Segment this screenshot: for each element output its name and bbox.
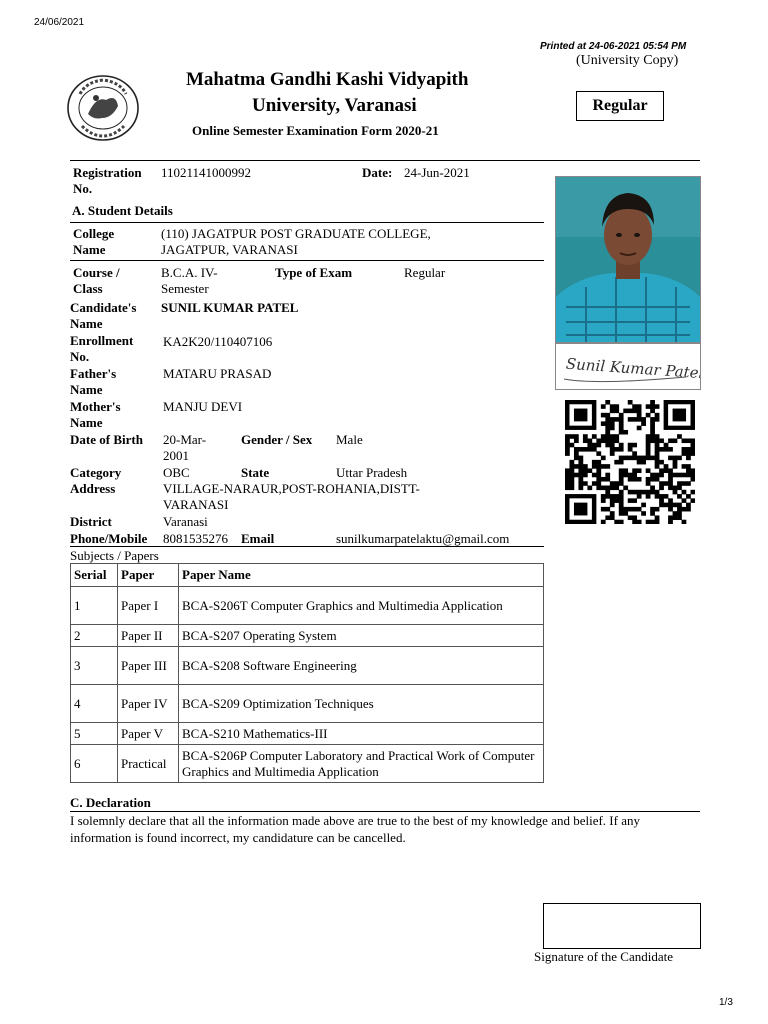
address-label: Address bbox=[70, 481, 116, 496]
signature-caption: Signature of the Candidate bbox=[534, 949, 673, 964]
phone-value: 8081535276 bbox=[163, 531, 228, 546]
district-label: District bbox=[70, 514, 112, 529]
father-name: MATARU PRASAD bbox=[163, 366, 272, 381]
print-date: 24/06/2021 bbox=[34, 17, 85, 28]
exam-status-box: Regular bbox=[576, 91, 664, 121]
paper-name-cell: BCA-S210 Mathematics-III bbox=[179, 723, 544, 745]
paper-cell: Paper IV bbox=[118, 685, 179, 723]
gender-label: Gender / Sex bbox=[241, 432, 313, 447]
declaration-text: I solemnly declare that all the information made above are true to the best of my knowledge and belief. If any information is found incorrect, my candidature can be cancelled. bbox=[70, 813, 640, 845]
subjects-caption: Subjects / Papers bbox=[70, 548, 159, 563]
enrollment-label: Enrollment No. bbox=[70, 333, 134, 364]
university-name-line2: University, Varanasi bbox=[252, 95, 417, 116]
mother-label: Mother's Name bbox=[70, 399, 121, 430]
enrollment-number: KA2K20/110407106 bbox=[163, 334, 273, 349]
copy-label: (University Copy) bbox=[576, 53, 679, 68]
paper-cell: Paper III bbox=[118, 647, 179, 685]
serial-cell: 1 bbox=[71, 587, 118, 625]
table-row bbox=[71, 647, 544, 685]
exam-type-value: Regular bbox=[404, 265, 446, 280]
serial-cell: 3 bbox=[71, 647, 118, 685]
table-row bbox=[71, 745, 544, 783]
paper-name-cell: BCA-S208 Software Engineering bbox=[179, 647, 544, 685]
printed-at: Printed at 24-06-2021 05:54 PM bbox=[540, 41, 687, 52]
table-header-row bbox=[71, 564, 544, 587]
header-paper: Paper bbox=[118, 564, 179, 587]
paper-cell: Paper V bbox=[118, 723, 179, 745]
candidate-label: Candidate's Name bbox=[70, 300, 137, 331]
table-row bbox=[71, 723, 544, 745]
page-number: 1/3 bbox=[719, 997, 733, 1008]
paper-name-cell: BCA-S206P Computer Laboratory and Practical Work of Computer Graphics and Multimedia Application bbox=[179, 745, 544, 783]
college-name: (110) JAGATPUR POST GRADUATE COLLEGE, JAGATPUR, VARANASI bbox=[161, 226, 431, 257]
course-value: B.C.A. IV- Semester bbox=[161, 265, 218, 296]
state-label: State bbox=[241, 465, 270, 480]
district-value: Varanasi bbox=[163, 514, 208, 529]
father-label: Father's Name bbox=[70, 366, 117, 397]
dob-value: 20-Mar- 2001 bbox=[163, 432, 207, 463]
qr-code bbox=[565, 400, 695, 524]
candidate-photo bbox=[555, 176, 701, 344]
papers-table bbox=[70, 563, 544, 783]
exam-type-label: Type of Exam bbox=[275, 265, 353, 280]
svg-text:Sunil Kumar Patel: Sunil Kumar Patel bbox=[565, 354, 700, 383]
state-value: Uttar Pradesh bbox=[336, 465, 408, 480]
address-value: VILLAGE-NARAUR,POST-ROHANIA,DISTT- VARANASI bbox=[163, 481, 420, 512]
phone-label: Phone/Mobile bbox=[70, 531, 148, 546]
college-label: College Name bbox=[73, 226, 115, 257]
email-label: Email bbox=[241, 531, 275, 546]
course-label: Course / Class bbox=[73, 265, 120, 296]
university-seal-logo bbox=[66, 74, 140, 142]
signature-box bbox=[543, 903, 701, 949]
university-name-line1: Mahatma Gandhi Kashi Vidyapith bbox=[186, 69, 469, 90]
paper-name-cell: BCA-S206T Computer Graphics and Multimedia Application bbox=[179, 587, 544, 625]
gender-value: Male bbox=[336, 432, 363, 447]
serial-cell: 5 bbox=[71, 723, 118, 745]
paper-cell: Paper I bbox=[118, 587, 179, 625]
mother-name: MANJU DEVI bbox=[163, 399, 243, 414]
category-value: OBC bbox=[163, 465, 190, 480]
email-value: sunilkumarpatelaktu@gmail.com bbox=[336, 531, 510, 546]
table-row bbox=[71, 625, 544, 647]
paper-cell: Paper II bbox=[118, 625, 179, 647]
registration-label: Registration No. bbox=[73, 165, 142, 196]
category-label: Category bbox=[70, 465, 122, 480]
table-row bbox=[71, 587, 544, 625]
section-c-heading: C. Declaration bbox=[70, 795, 151, 810]
dob-label: Date of Birth bbox=[70, 432, 143, 447]
paper-name-cell: BCA-S207 Operating System bbox=[179, 625, 544, 647]
form-title: Online Semester Examination Form 2020-21 bbox=[192, 123, 439, 138]
date-label: Date: bbox=[362, 165, 393, 180]
serial-cell: 6 bbox=[71, 745, 118, 783]
paper-cell: Practical bbox=[118, 745, 179, 783]
header-paper-name: Paper Name bbox=[179, 564, 544, 587]
date-value: 24-Jun-2021 bbox=[404, 165, 470, 180]
candidate-name: SUNIL KUMAR PATEL bbox=[161, 300, 299, 315]
registration-number: 11021141000992 bbox=[161, 165, 252, 180]
serial-cell: 2 bbox=[71, 625, 118, 647]
header-serial: Serial bbox=[71, 564, 118, 587]
serial-cell: 4 bbox=[71, 685, 118, 723]
section-a-heading: A. Student Details bbox=[72, 203, 173, 218]
photo-signature bbox=[555, 342, 701, 390]
table-row bbox=[71, 685, 544, 723]
paper-name-cell: BCA-S209 Optimization Techniques bbox=[179, 685, 544, 723]
